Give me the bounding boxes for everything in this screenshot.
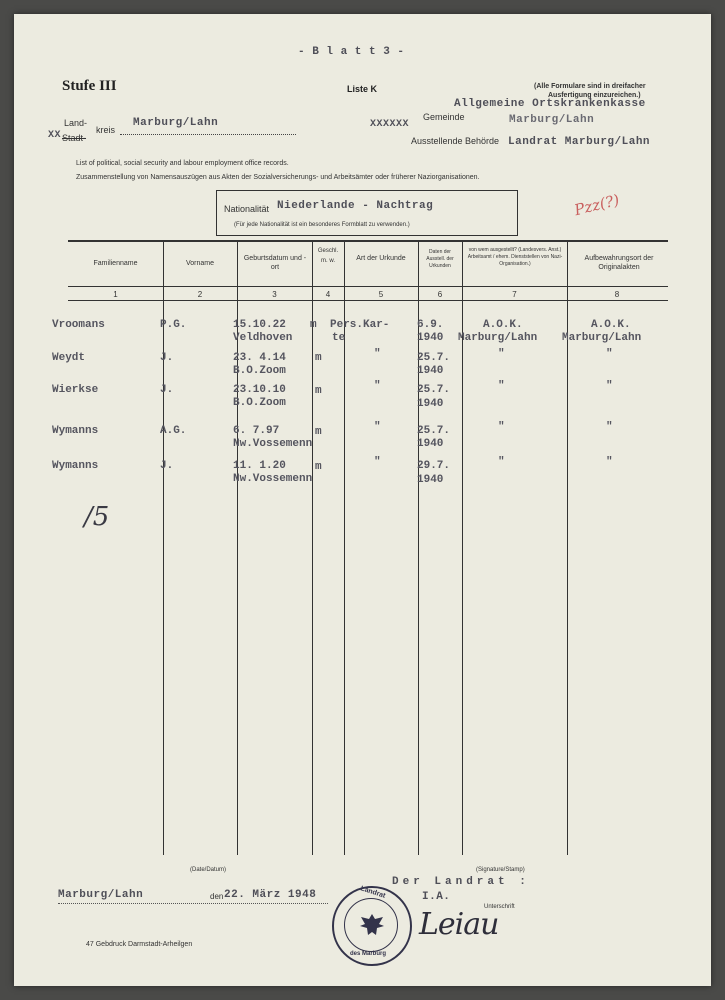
header-aufbewahrungsort: Aufbewahrungsort der Originalakten [584,255,654,271]
behoerde-label: Ausstellende Behörde [411,136,500,146]
col-number-7: 7 [512,290,517,299]
cell-geschlecht: m [315,426,322,438]
footer-den: den [210,892,224,901]
col-number-3: 3 [272,290,277,299]
table-top-border [68,240,668,242]
header-geburtsdatum: Geburtsdatum und -ort [243,255,307,271]
nationality-value: Niederlande - Nachtrag [277,200,434,212]
cell-datum: 25.7. [417,352,451,364]
cell-vorname: J. [160,460,174,472]
col-number-1: 1 [113,290,118,299]
cell-datum-jahr: 1940 [417,438,444,450]
cell-aufbewahrungsort: A.O.K. [591,319,631,331]
header-von-wem: von wem ausgestellt? (Landesvers. Anst.) Arbeitsamt / ehem. Dienststellen von Nazi-Organisation.) [467,247,563,267]
handwritten-mark: Pzz(?) [572,190,622,220]
handwritten-count: /5 [84,502,110,532]
landkreis-label-stadt: Stadt- [62,133,87,143]
cell-geschlecht: m [315,461,322,473]
cell-art-der-urkunde: " [374,380,381,392]
blatt-heading: - B l a t t 3 - [298,46,405,58]
cell-vorname: A.G. [160,425,187,437]
header-geschlecht: Geschl. m. w. [317,248,339,264]
cell-aufbewahrungsort: " [606,421,613,433]
cell-geburtsort: Veldhoven [233,332,293,344]
footer-date-line [58,903,328,904]
cell-vorname: P.G. [160,319,187,331]
signature-caption: (Signature/Stamp) [476,867,525,873]
cell-geburtsort: B.O.Zoom [233,365,286,377]
header-art-der-urkunde: Art der Urkunde [356,255,406,262]
unterschrift-caption: Unterschrift [484,904,515,910]
cell-geburtsort: B.O.Zoom [233,397,286,409]
nationality-label: Nationalität [224,204,270,214]
cell-aufbewahrungsort-2: Marburg/Lahn [562,332,642,344]
cell-geburtsdatum: 23. 4.14 [233,352,286,364]
cell-datum: 25.7. [417,425,451,437]
signer-line-2: I.A. [422,891,451,903]
cell-aufbewahrungsort: " [606,456,613,468]
landkreis-label-kreis: kreis [96,125,116,135]
cell-familienname: Vroomans [52,319,105,331]
signer-line-1: Der Landrat : [392,876,530,888]
col-divider-1 [163,241,164,855]
cell-geschlecht: m [315,352,322,364]
printer-note: 47 Gebdruck Darmstadt-Arheilgen [86,941,193,948]
col-number-4: 4 [325,290,331,299]
col-number-6: 6 [437,290,443,299]
gemeinde-label: Gemeinde [423,112,465,122]
cell-aufbewahrungsort: " [606,348,613,360]
cell-aufbewahrungsort: " [606,380,613,392]
stufe-label: Stufe III [62,78,117,94]
cell-datum-jahr: 1940 [417,332,444,344]
cell-datum-jahr: 1940 [417,365,444,377]
cell-von-wem-2: Marburg/Lahn [458,332,538,344]
cell-geburtsort: Nw.Vossemenn [233,473,313,485]
landkreis-value: Marburg/Lahn [133,117,219,129]
gemeinde-typed-1: Allgemeine Ortskrankenkasse [454,98,646,110]
cell-datum: 6.9. [417,319,444,331]
gemeinde-strikeout: XXXXXX [370,119,410,130]
col-divider-3 [312,241,313,855]
cell-familienname: Wierkse [52,384,99,396]
cell-art-der-urkunde-2: te [332,332,346,344]
nationality-note: (Für jede Nationalität ist ein besonderes Formblatt zu verwenden.) [234,222,410,228]
date-caption: (Date/Datum) [190,867,227,873]
table-header-border [68,286,668,287]
col-number-2: 2 [197,290,203,299]
header-vorname: Vorname [185,260,215,267]
gemeinde-typed-2: Marburg/Lahn [509,114,595,126]
cell-geburtsdatum: 23.10.10 [233,384,286,396]
cell-art-der-urkunde: Pers.Kar- [330,319,390,331]
landkreis-strikeout: XX [48,130,62,141]
cell-familienname: Weydt [52,352,86,364]
cell-familienname: Wymanns [52,460,99,472]
cell-datum-jahr: 1940 [417,398,444,410]
cell-von-wem: " [498,456,505,468]
col-number-5: 5 [378,290,384,299]
document-page [14,14,711,986]
intro-line-1: List of political, social security and labour employment office records. [76,160,289,167]
cell-geburtsdatum: 6. 7.97 [233,425,280,437]
cell-von-wem: A.O.K. [483,319,523,331]
cell-geburtsdatum: 15.10.22 [233,319,286,331]
handwritten-signature: Leiau [419,907,499,942]
cell-von-wem: " [498,348,505,360]
formulare-note-1: (Alle Formulare sind in dreifacher [534,83,646,90]
cell-geburtsdatum: 11. 1.20 [233,460,286,472]
cell-von-wem: " [498,380,505,392]
formulare-note-2: Ausfertigung einzureichen.) [548,92,641,99]
eagle-emblem-icon [357,910,387,940]
col-number-8: 8 [614,290,620,299]
cell-art-der-urkunde: " [374,456,381,468]
cell-art-der-urkunde: " [374,421,381,433]
cell-geschlecht: m [310,319,317,331]
stamp-top-text: Landrat [359,885,387,900]
landkreis-label-top: Land- [64,118,88,128]
header-familienname: Familienname [93,260,138,267]
stamp-bottom-text: des Marburg [350,951,387,957]
cell-art-der-urkunde: " [374,348,381,360]
cell-vorname: J. [160,352,174,364]
liste-label: Liste K [347,84,378,94]
official-stamp [332,886,412,966]
cell-datum-jahr: 1940 [417,474,444,486]
behoerde-value: Landrat Marburg/Lahn [508,136,651,148]
landkreis-dotted-line [120,134,296,135]
header-daten-ausstellung: Daten der Ausstell. der Urkunden [426,249,454,269]
table-number-border [68,300,668,301]
cell-vorname: J. [160,384,174,396]
cell-geschlecht: m [315,385,322,397]
cell-datum: 29.7. [417,460,451,472]
cell-familienname: Wymanns [52,425,99,437]
footer-place: Marburg/Lahn [58,889,144,901]
footer-date: 22. März 1948 [224,889,317,901]
intro-line-2: Zusammenstellung von Namensauszügen aus Akten der Sozialversicherungs- und Arbeitsämter oder früherer Naziorganisationen. [76,174,480,181]
cell-von-wem: " [498,421,505,433]
cell-geburtsort: Nw.Vossemenn [233,438,313,450]
cell-datum: 25.7. [417,384,451,396]
